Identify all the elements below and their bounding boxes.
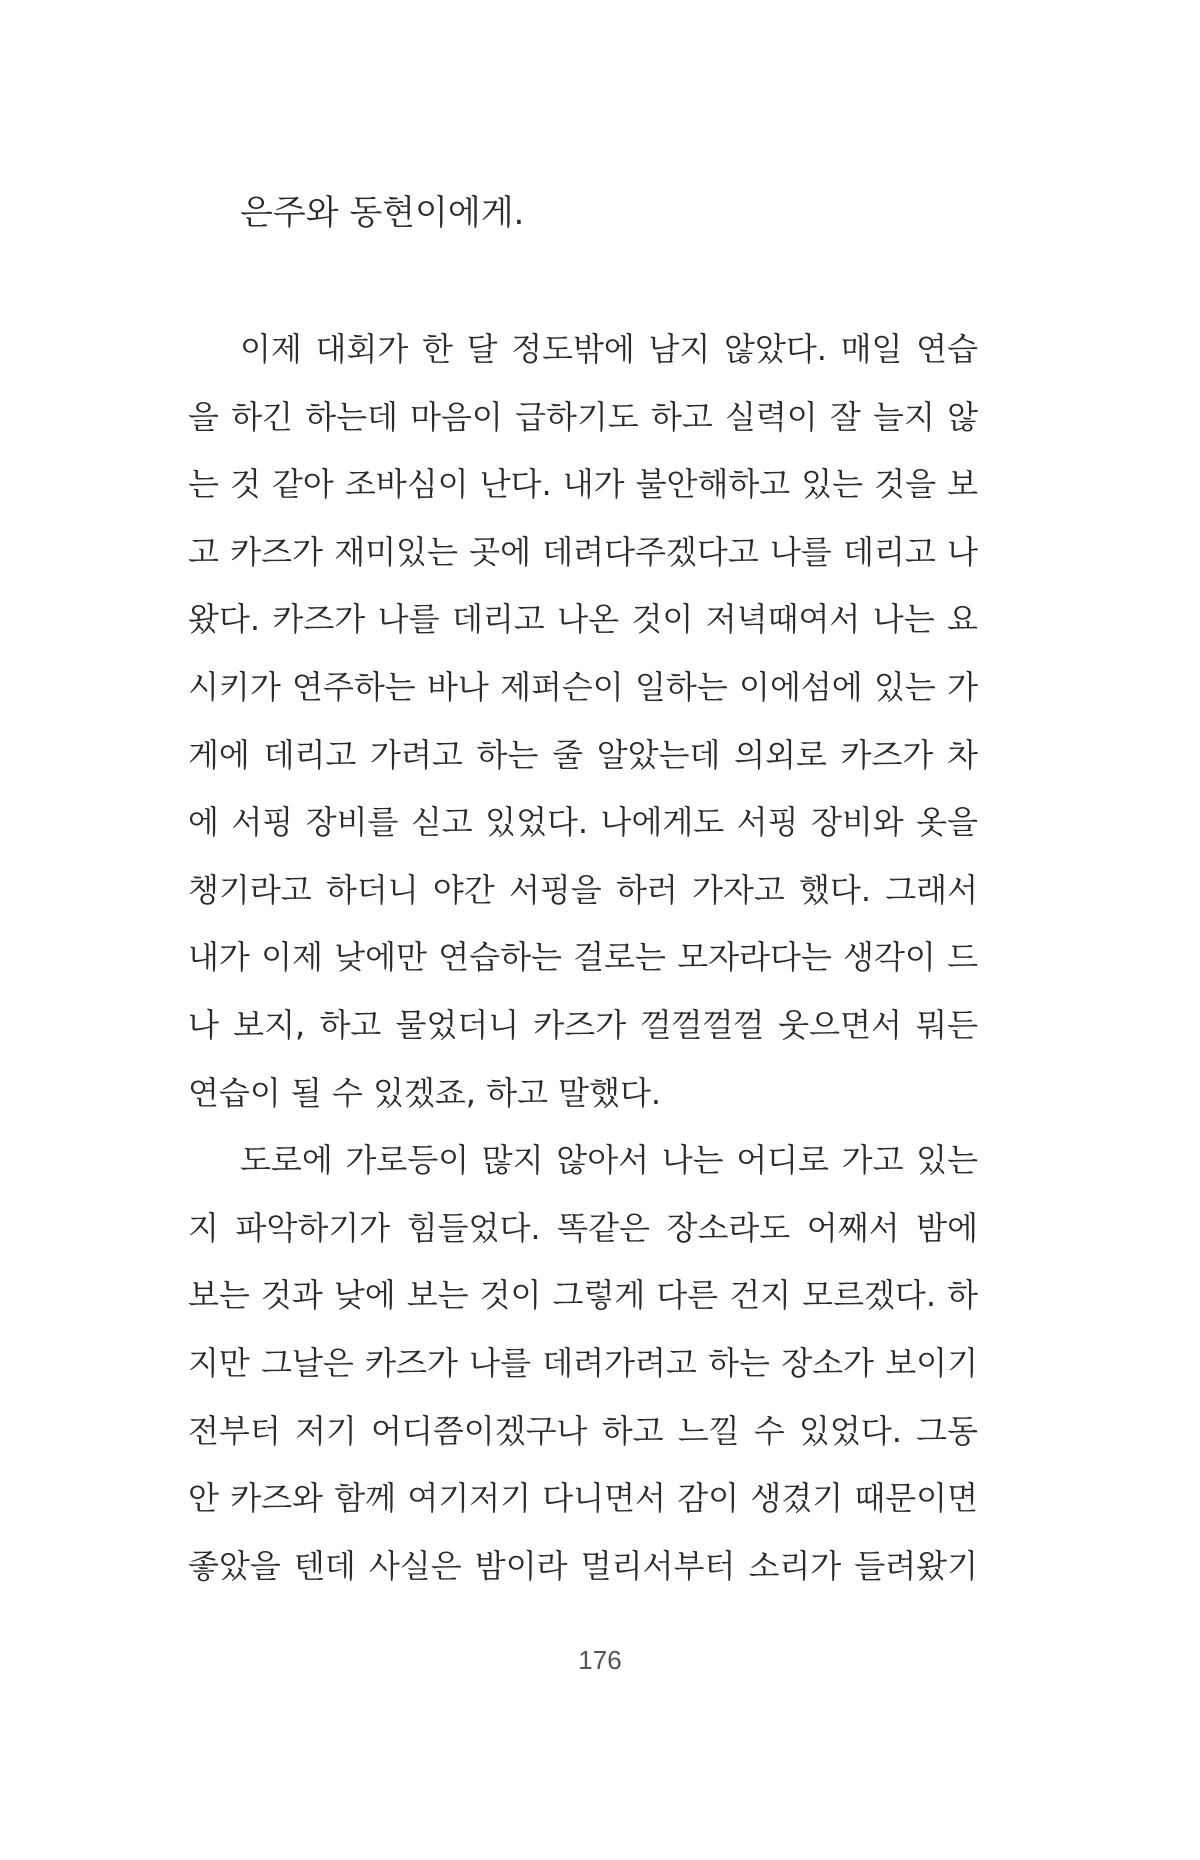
salutation: 은주와 동현이에게. (240, 193, 525, 233)
text-line: 내가 이제 낮에만 연습하는 걸로는 모자라다는 생각이 드 (188, 938, 978, 977)
text-line: 지만 그날은 카즈가 나를 데려가려고 하는 장소가 보이기 (188, 1343, 978, 1382)
body-text (188, 316, 978, 1600)
text-line: 에 서핑 장비를 싣고 있었다. 나에게도 서핑 장비와 옷을 (188, 803, 978, 842)
text-line: 는 것 같아 조바심이 난다. 내가 불안해하고 있는 것을 보 (188, 465, 978, 504)
text-line: 게에 데리고 가려고 하는 줄 알았는데 의외로 카즈가 차 (188, 735, 978, 774)
page-number: 176 (578, 1645, 622, 1675)
text-line: 나 보지, 하고 물었더니 카즈가 껄껄껄껄 웃으면서 뭐든 (188, 1005, 978, 1044)
text-line: 안 카즈와 함께 여기저기 다니면서 감이 생겼기 때문이면 (188, 1479, 978, 1518)
text-line: 시키가 연주하는 바나 제퍼슨이 일하는 이에섬에 있는 가 (188, 667, 978, 706)
text-line: 이제 대회가 한 달 정도밖에 남지 않았다. 매일 연습 (240, 330, 978, 368)
text-line: 을 하긴 하는데 마음이 급하기도 하고 실력이 잘 늘지 않 (188, 397, 978, 436)
text-line: 도로에 가로등이 많지 않아서 나는 어디로 가고 있는 (240, 1141, 978, 1180)
text-line: 보는 것과 낮에 보는 것이 그렇게 다른 건지 모르겠다. 하 (188, 1276, 978, 1315)
text-line: 챙기라고 하더니 야간 서핑을 하러 가자고 했다. 그래서 (188, 870, 978, 909)
text-line: 왔다. 카즈가 나를 데리고 나온 것이 저녁때여서 나는 요 (188, 600, 978, 639)
text-line: 전부터 저기 어디쯤이겠구나 하고 느낄 수 있었다. 그동 (188, 1411, 978, 1450)
text-line: 연습이 될 수 있겠죠, 하고 말했다. (188, 1073, 662, 1112)
text-line: 고 카즈가 재미있는 곳에 데려다주겠다고 나를 데리고 나 (188, 532, 978, 571)
text-line: 지 파악하기가 힘들었다. 똑같은 장소라도 어째서 밤에 (188, 1208, 978, 1247)
text-line: 좋았을 텐데 사실은 밤이라 멀리서부터 소리가 들려왔기 (188, 1546, 978, 1585)
